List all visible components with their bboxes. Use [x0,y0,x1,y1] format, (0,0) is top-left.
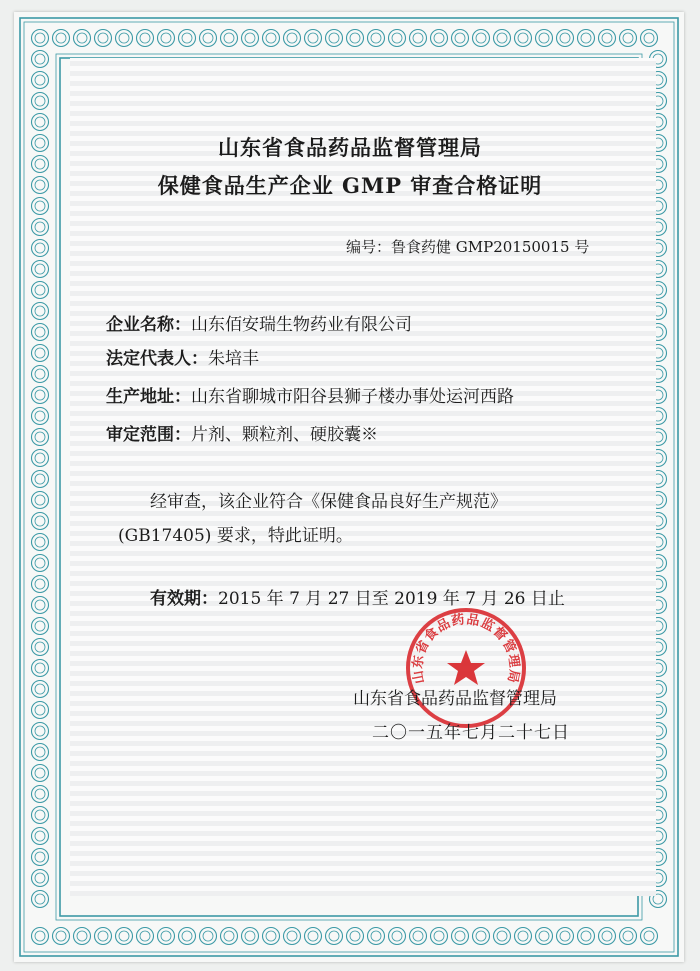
certification-statement-line2: (GB17405) 要求，特此证明。 [118,526,353,546]
seal-star-icon [447,650,485,685]
signature-date: 二〇一五年七月二十七日 [372,723,570,743]
field-label: 审定范围： [106,425,191,445]
field-company-name [106,310,412,335]
field-approved-scope [106,420,378,445]
document-title: 保健食品生产企业 GMP 审查合格证明 [157,173,543,198]
field-label: 生产地址： [106,387,191,407]
issuer-title: 山东省食品药品监督管理局 [218,135,482,160]
validity-value: 2015 年 7 月 27 日至 2019 年 7 月 26 日止 [218,589,565,609]
svg-text:山东省食品药品监督管理局: 山东省食品药品监督管理局 [410,612,522,685]
validity-label: 有效期： [150,589,218,609]
field-label: 法定代表人： [106,349,208,369]
field-label: 企业名称： [106,315,191,335]
certification-statement-line1: 经审查，该企业符合《保健食品良好生产规范》 [150,492,507,512]
certificate-number: 编号：鲁食药健 GMP20150015 号 [346,238,590,256]
official-seal-stamp [404,606,528,730]
field-legal-representative [106,344,259,369]
field-value: 片剂、颗粒剂、硬胶囊※ [191,425,378,445]
signature-organization: 山东省食品药品监督管理局 [353,689,557,709]
field-value: 山东省聊城市阳谷县狮子楼办事处运河西路 [191,387,514,407]
field-value: 山东佰安瑞生物药业有限公司 [191,315,412,335]
field-value: 朱培丰 [208,349,259,369]
field-production-address [106,382,514,407]
